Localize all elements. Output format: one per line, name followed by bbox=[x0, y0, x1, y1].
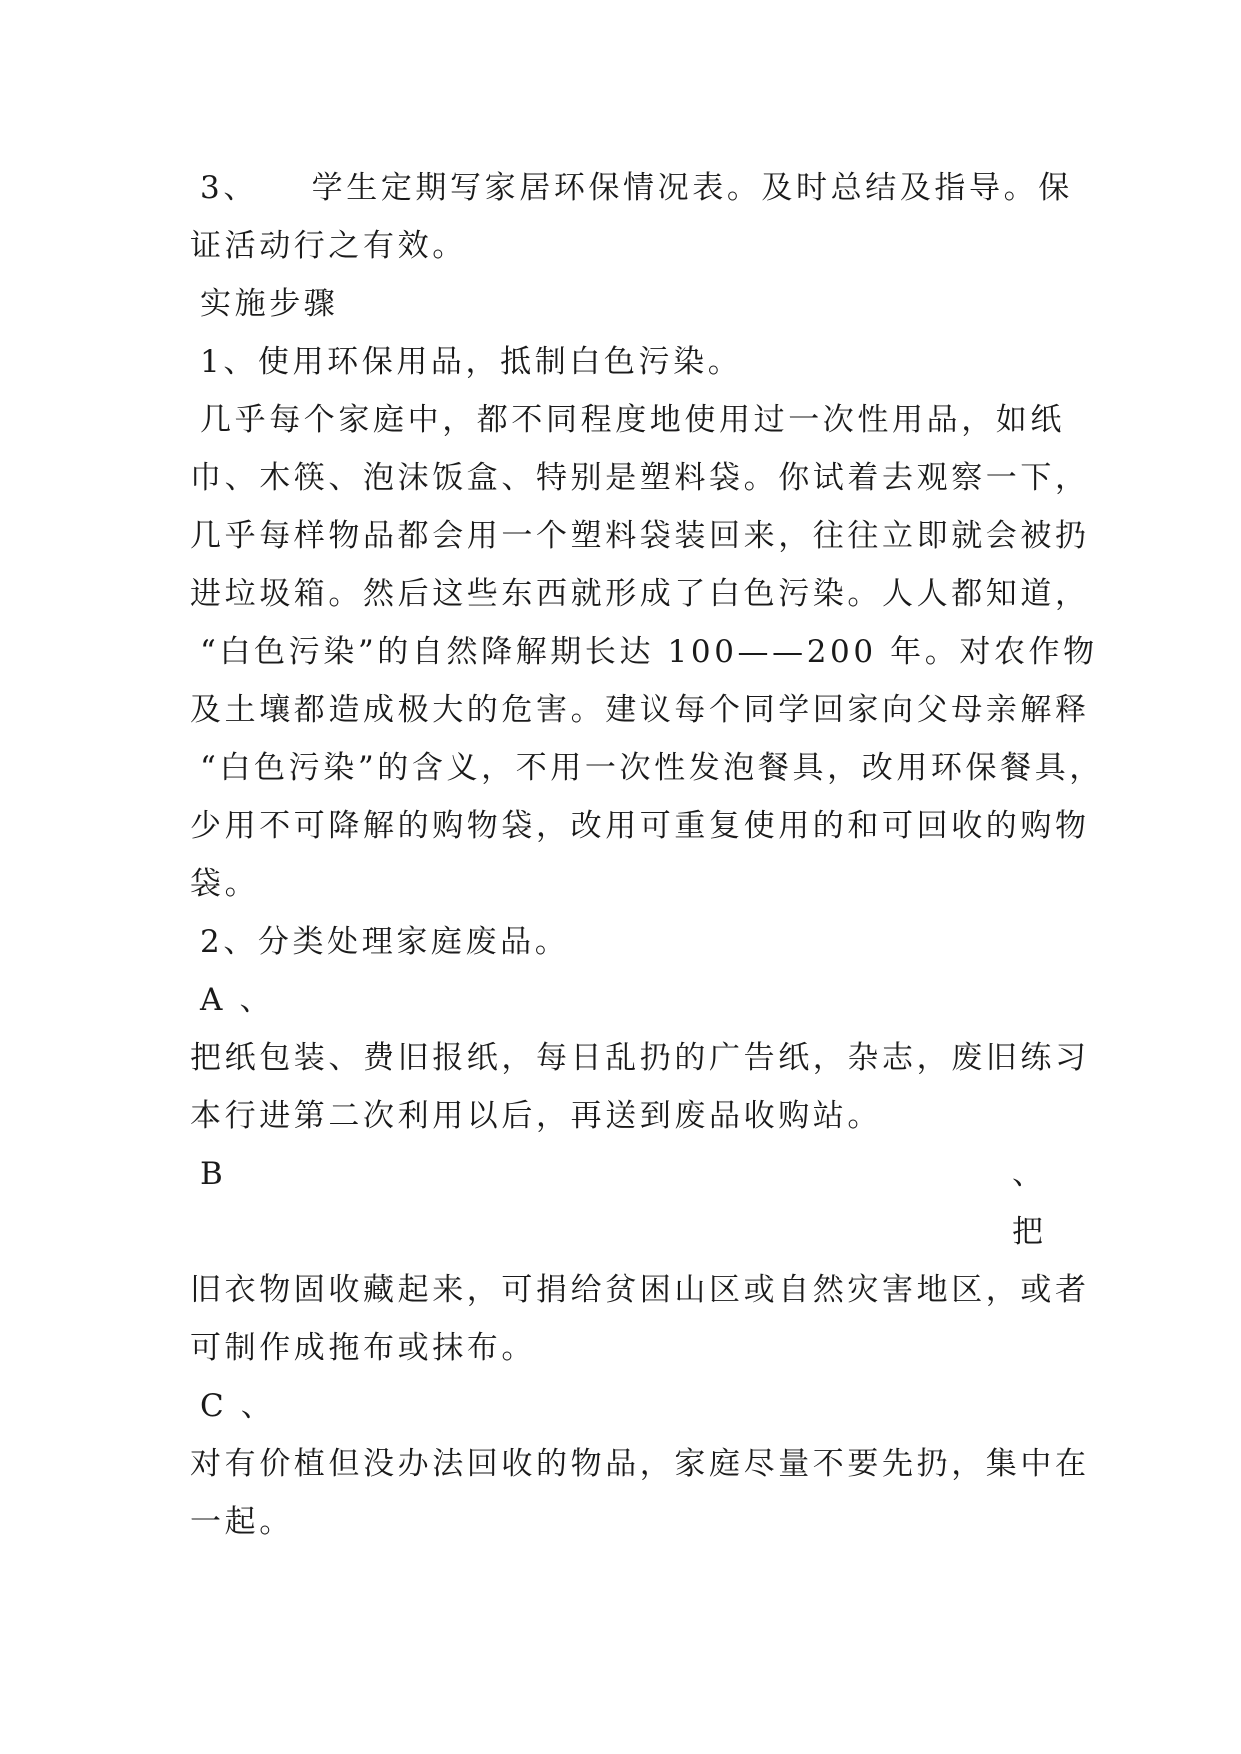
paragraph-line: “白色污染”的自然降解期长达 100——200 年。对农作物 bbox=[200, 634, 1098, 670]
paragraph-line: 对有价植但没办法回收的物品，家庭尽量不要先扔，集中在 bbox=[190, 1446, 1090, 1482]
paragraph-line: “白色污染”的含义，不用一次性发泡餐具，改用环保餐具， bbox=[200, 750, 1104, 786]
paragraph-line: 可制作成拖布或抹布。 bbox=[190, 1330, 536, 1366]
paragraph-line: 进垃圾箱。然后这些东西就形成了白色污染。人人都知道， bbox=[190, 576, 1090, 612]
step-heading: 1、使用环保用品，抵制白色污染。 bbox=[200, 344, 743, 380]
item-label-b-mark: 、 bbox=[1012, 1156, 1047, 1192]
paragraph-line: 巾、木筷、泡沫饭盒、特别是塑料袋。你试着去观察一下， bbox=[190, 460, 1090, 496]
paragraph-line: 3、 学生定期写家居环保情况表。及时总结及指导。保 bbox=[200, 170, 1073, 206]
paragraph-line: 证活动行之有效。 bbox=[190, 228, 467, 264]
item-label-c: C 、 bbox=[200, 1388, 276, 1424]
step-heading: 2、分类处理家庭废品。 bbox=[200, 924, 570, 960]
paragraph-line: 几乎每个家庭中，都不同程度地使用过一次性用品，如纸 bbox=[200, 402, 1065, 438]
paragraph-line: 本行进第二次利用以后，再送到废品收购站。 bbox=[190, 1098, 882, 1134]
paragraph-line: 袋。 bbox=[190, 866, 260, 902]
item-label-a: A 、 bbox=[200, 982, 275, 1018]
section-heading: 实施步骤 bbox=[200, 286, 339, 322]
paragraph-line: 及土壤都造成极大的危害。建议每个同学回家向父母亲解释 bbox=[190, 692, 1090, 728]
paragraph-line: 少用不可降解的购物袋，改用可重复使用的和可回收的购物 bbox=[190, 808, 1090, 844]
paragraph-line: 一起。 bbox=[190, 1504, 294, 1540]
item-label-b-text: 把 bbox=[1012, 1214, 1047, 1250]
paragraph-line: 几乎每样物品都会用一个塑料袋装回来，往往立即就会被扔 bbox=[190, 518, 1090, 554]
item-label-b: B bbox=[200, 1156, 227, 1192]
paragraph-line: 把纸包装、费旧报纸，每日乱扔的广告纸，杂志，废旧练习 bbox=[190, 1040, 1090, 1076]
paragraph-line: 旧衣物固收藏起来，可捐给贫困山区或自然灾害地区，或者 bbox=[190, 1272, 1090, 1308]
